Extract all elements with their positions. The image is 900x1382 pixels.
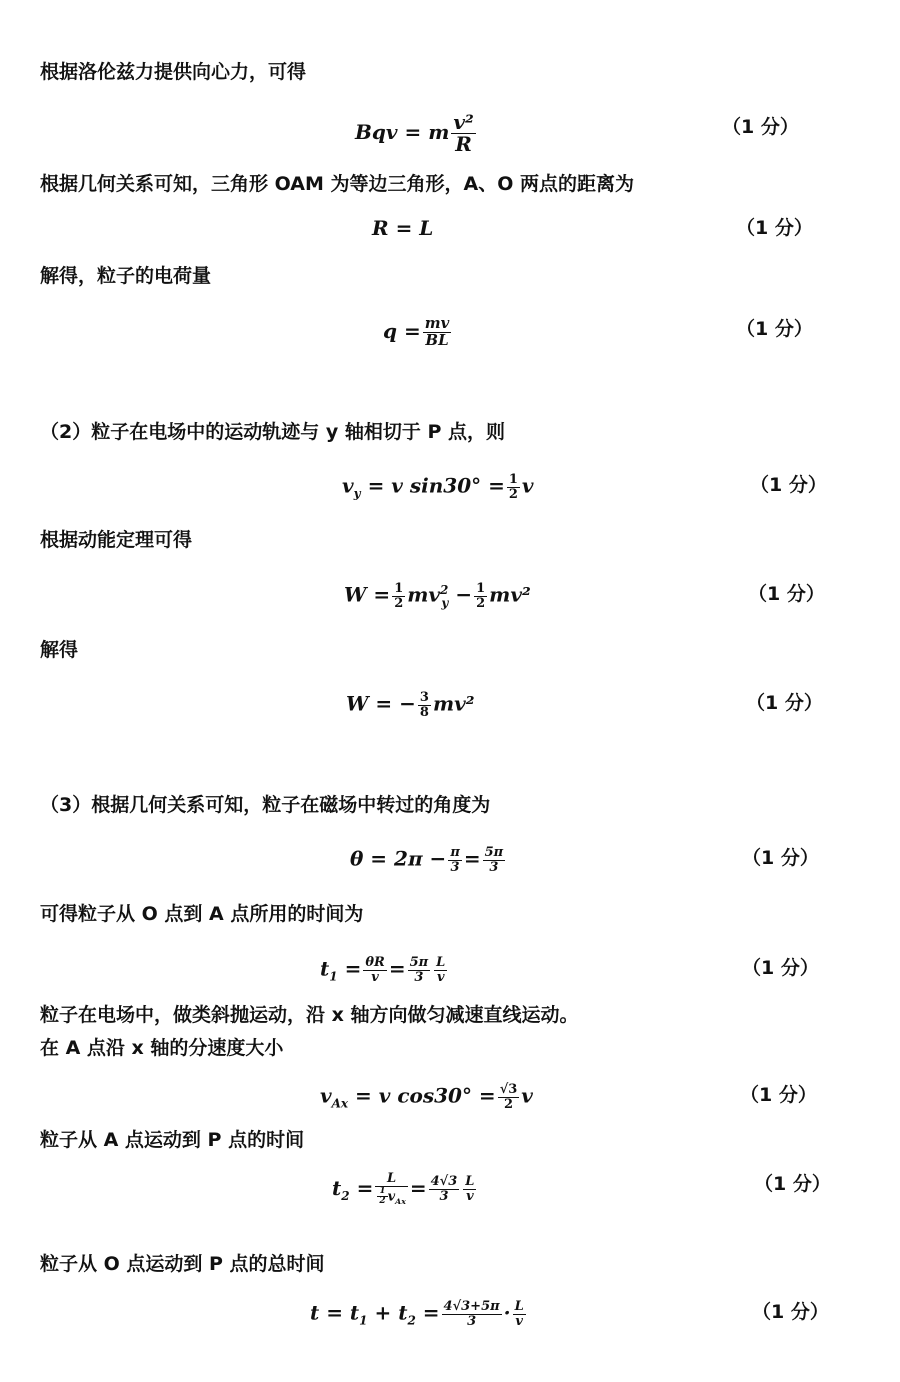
score-label: （1 分）	[742, 957, 819, 979]
score-label: （1 分）	[752, 1301, 829, 1323]
equation-vy: $v_y = v$ sin30° = $\frac{1}{2}$ v	[342, 472, 534, 502]
score-label: （1 分）	[740, 1084, 817, 1106]
text-line: 在 A 点沿 x 轴的分速度大小	[40, 1037, 284, 1059]
text-line: 粒子从 A 点运动到 P 点的时间	[40, 1129, 305, 1151]
section-heading: （2）粒子在电场中的运动轨迹与 y 轴相切于 P 点，则	[40, 421, 505, 443]
text-line: 粒子在电场中，做类斜抛运动，沿 x 轴方向做匀减速直线运动。	[40, 1004, 579, 1026]
score-label: （1 分）	[750, 474, 827, 496]
text-line: 解得，粒子的电荷量	[40, 265, 212, 287]
equation-lorentz: Bqv = m $\frac{\text{v²}}{R}$	[355, 110, 474, 156]
text-line: 根据洛伦兹力提供向心力，可得	[40, 61, 307, 83]
text-line: 根据动能定理可得	[40, 529, 193, 551]
score-label: （1 分）	[736, 217, 813, 239]
equation-radius: R = L	[372, 216, 434, 240]
score-label: （1 分）	[748, 583, 825, 605]
score-label: （1 分）	[746, 692, 823, 714]
equation-charge: q = $\frac{mv}{BL}$	[383, 314, 450, 349]
text-line: 根据几何关系可知，三角形 OAM 为等边三角形，A、O 两点的距离为	[40, 173, 634, 195]
text-line: 解得	[40, 639, 79, 661]
equation-work: W = $\frac{1}{2}$ $mv^2_y$ − $\frac{1}{2}$ mv²	[344, 581, 531, 611]
equation-work-result: W = − $\frac{3}{8}$ mv²	[346, 690, 475, 720]
equation-vax: $v_{Ax} = v$ cos30° = $\frac{√3}{2}$ v	[320, 1082, 533, 1112]
equation-angle: θ = 2π − $\frac{\pi}{3}$ = $\frac{5\pi}{3}$	[350, 845, 504, 875]
score-label: （1 分）	[722, 116, 799, 138]
score-label: （1 分）	[754, 1173, 831, 1195]
equation-total-time: $t = t_1 + t_2$ = $\frac{4√3+5\pi}{3}$ · $\frac{L}{v}$	[310, 1299, 524, 1329]
section-heading: （3）根据几何关系可知，粒子在磁场中转过的角度为	[40, 794, 491, 816]
text-line: 可得粒子从 O 点到 A 点所用的时间为	[40, 903, 364, 925]
equation-t2: $t_2$ = L $\frac{1}{2}$ $v_{Ax}$ = $\frac{4√3}{3}$ $\frac{L}{v}$	[332, 1171, 475, 1207]
score-label: （1 分）	[742, 847, 819, 869]
text-line: 粒子从 O 点运动到 P 点的总时间	[40, 1253, 325, 1275]
equation-t1: $t_1$ = $\frac{\theta R}{v}$ = $\frac{5\pi}{3}$ $\frac{L}{v}$	[320, 955, 446, 985]
score-label: （1 分）	[736, 318, 813, 340]
